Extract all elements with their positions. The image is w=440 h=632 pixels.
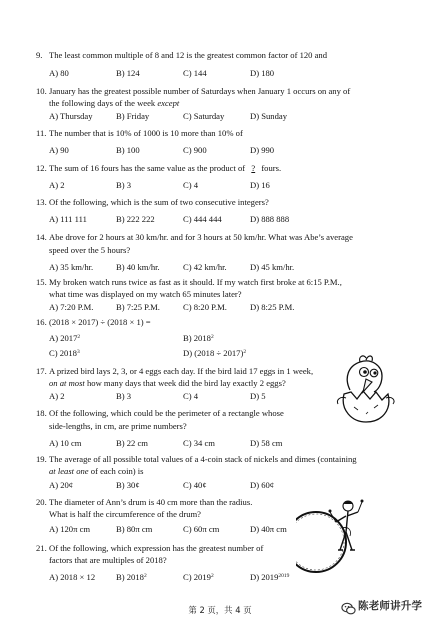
option-b[interactable]: B) 3	[116, 391, 132, 401]
question-text: Of the following, which expression has the greatest number of	[49, 543, 264, 553]
bird-in-egg-illustration	[330, 352, 400, 424]
question-text: Abe drove for 2 hours at 30 km/hr. and for 3 hours at 50 km/hr. What was Abe’s average	[49, 232, 353, 242]
option-d[interactable]: D) 180	[250, 68, 275, 78]
question-number: 10.	[36, 86, 47, 96]
option-b[interactable]: B) 40 km/hr.	[116, 262, 160, 272]
question-number: 11.	[36, 128, 47, 138]
question-text-line2: on at most how many days that week did the bird lay exactly 2 eggs?	[49, 378, 286, 388]
question-text-line2: the following days of the week except	[49, 98, 180, 108]
option-d[interactable]: D) 16	[250, 180, 270, 190]
question-number: 21.	[36, 543, 47, 553]
option-c[interactable]: C) 8:20 P.M.	[183, 302, 227, 312]
watermark-text: 陈老师讲升学	[358, 600, 423, 612]
option-d[interactable]: D) $2019^{2019}$	[250, 572, 290, 582]
option-b[interactable]: B) 3	[116, 180, 132, 190]
option-b[interactable]: B) 22 cm	[116, 438, 148, 448]
answer-blank: ?	[251, 163, 256, 173]
drummer-illustration	[296, 498, 372, 580]
option-a[interactable]: A) 2	[49, 180, 65, 190]
option-a[interactable]: A) 2	[49, 391, 65, 401]
question-text: January has the greatest possible number of Saturdays when January 1 occurs on any of	[49, 86, 351, 96]
question-number: 12.	[36, 163, 47, 173]
question-text-line2: What is half the circumference of the drum?	[49, 509, 201, 519]
option-a[interactable]: A) 2017$^2$	[49, 333, 81, 343]
question-text-line2: speed over the 5 hours?	[49, 245, 131, 255]
option-c[interactable]: C) 4	[183, 391, 199, 401]
option-c[interactable]: C) 2018$^3$	[49, 348, 80, 358]
option-a[interactable]: A) 90	[49, 145, 69, 155]
option-d[interactable]: D) 58 cm	[250, 438, 283, 448]
question-number: 19.	[36, 454, 47, 464]
question-text: My broken watch runs twice as fast as it should. If my watch first broke at 6:15 P.M.,	[49, 277, 342, 287]
option-b[interactable]: B) 2018$^2$	[183, 333, 214, 343]
question-text: (2018 × 2017) ÷ (2018 × 1) =	[49, 317, 151, 327]
option-c[interactable]: C) 60π cm	[183, 524, 220, 534]
option-b[interactable]: B) 80π cm	[116, 524, 153, 534]
option-c[interactable]: C) 144	[183, 68, 207, 78]
option-b[interactable]: B) 222 222	[116, 214, 155, 224]
wechat-icon	[341, 601, 356, 616]
emphasis-text: on at most	[49, 378, 85, 388]
question-text: Of the following, which is the sum of two consecutive integers?	[49, 197, 269, 207]
option-c[interactable]: C) 900	[183, 145, 207, 155]
option-d[interactable]: D) 990	[250, 145, 275, 155]
question-text-line2: factors that are multiples of 2018?	[49, 555, 167, 565]
emphasis-text: except	[157, 98, 180, 108]
question-number: 20.	[36, 497, 47, 507]
question-number: 17.	[36, 366, 47, 376]
question-number: 14.	[36, 232, 47, 242]
option-a[interactable]: A) 2018 × 12	[49, 572, 96, 582]
option-d[interactable]: D) 5	[250, 391, 266, 401]
question-text: The sum of 16 fours has the same value as the product of ? fours.	[49, 163, 282, 173]
option-a[interactable]: A) 111 111	[49, 214, 87, 224]
option-d[interactable]: D) 40π cm	[250, 524, 287, 534]
option-c[interactable]: C) 444 444	[183, 214, 222, 224]
option-b[interactable]: B) 100	[116, 145, 140, 155]
option-c[interactable]: C) 34 cm	[183, 438, 215, 448]
question-text-line2: what time was displayed on my watch 65 minutes later?	[49, 289, 242, 299]
question-number: 15.	[36, 277, 47, 287]
question-text-line2: at least one of each coin) is	[49, 466, 144, 476]
option-a[interactable]: A) 80	[49, 68, 69, 78]
option-b[interactable]: B) 30¢	[116, 480, 140, 490]
option-d[interactable]: D) Sunday	[250, 111, 287, 121]
option-d[interactable]: D) 45 km/hr.	[250, 262, 295, 272]
question-number: 13.	[36, 197, 47, 207]
option-a[interactable]: A) Thursday	[49, 111, 93, 121]
question-text-line2: side-lengths, in cm, are prime numbers?	[49, 421, 187, 431]
question-text: The least common multiple of 8 and 12 is the greatest common factor of 120 and	[49, 50, 328, 60]
option-c[interactable]: C) 4	[183, 180, 199, 190]
question-number: 16.	[36, 317, 47, 327]
question-number: 18.	[36, 408, 47, 418]
option-a[interactable]: A) 10 cm	[49, 438, 82, 448]
option-c[interactable]: C) 42 km/hr.	[183, 262, 227, 272]
question-number: 9.	[36, 50, 43, 60]
option-d[interactable]: D) 8:25 P.M.	[250, 302, 295, 312]
option-d[interactable]: D) 888 888	[250, 214, 290, 224]
option-c[interactable]: C) Saturday	[183, 111, 225, 121]
emphasis-text: at least one	[49, 466, 89, 476]
question-text: Of the following, which could be the perimeter of a rectangle whose	[49, 408, 284, 418]
option-a[interactable]: A) 120π cm	[49, 524, 91, 534]
option-d[interactable]: D) $(2018 \div 2017)^2$	[183, 348, 247, 358]
option-b[interactable]: B) 124	[116, 68, 140, 78]
question-text: The diameter of Ann’s drum is 40 cm more than the radius.	[49, 497, 253, 507]
watermark	[338, 598, 440, 620]
option-b[interactable]: B) 2018$^2$	[116, 572, 147, 582]
option-a[interactable]: A) 35 km/hr.	[49, 262, 94, 272]
option-a[interactable]: A) 7:20 P.M.	[49, 302, 94, 312]
option-b[interactable]: B) 7:25 P.M.	[116, 302, 160, 312]
option-c[interactable]: C) 2019$^2$	[183, 572, 214, 582]
question-text: The number that is 10% of 1000 is 10 more than 10% of	[49, 128, 243, 138]
option-d[interactable]: D) 60¢	[250, 480, 275, 490]
question-text: A prized bird lays 2, 3, or 4 eggs each day. If the bird laid 17 eggs in 1 week,	[49, 366, 314, 376]
option-a[interactable]: A) 20¢	[49, 480, 74, 490]
option-b[interactable]: B) Friday	[116, 111, 150, 121]
page-footer: 第 2 页，共 4 页	[188, 605, 252, 615]
option-c[interactable]: C) 40¢	[183, 480, 207, 490]
question-text: The average of all possible total values of a 4-coin stack of nickels and dimes (containing	[49, 454, 357, 464]
